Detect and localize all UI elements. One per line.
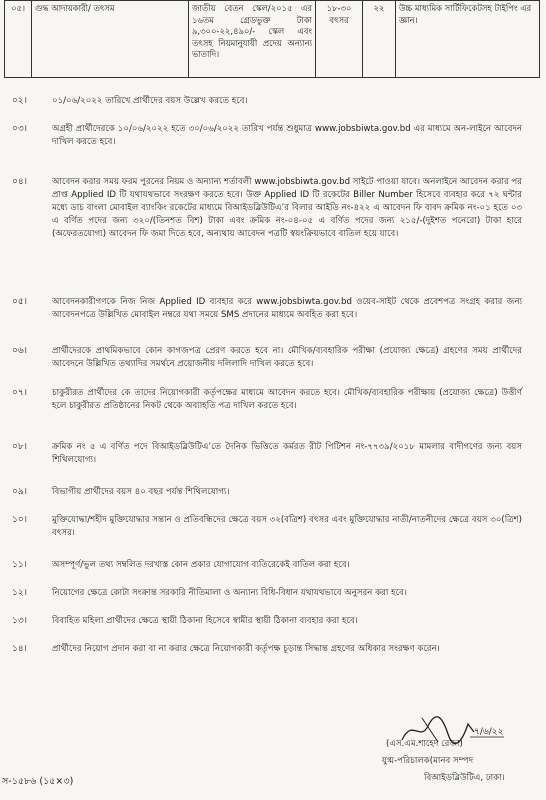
condition-number: ১১।	[12, 560, 27, 570]
condition-text: বিভাগীয় প্রার্থীদের বয়স ৪০ বছর পর্যন্ত শিথিলযোগ্য।	[52, 487, 230, 497]
condition-text: প্রার্থীদেরকে প্রাথমিকভাবে কোন কাগজপত্র প্রেরণ করতে হবে না। মৌখিক/ব্যবহারিক পরীক্ষা (প্রযোজ্য ক্ষেত্রে) গ্রহণের সময় প্রার্থীদের আবেদনে উল্লিখিত তথ্যাদির সমর্থনে প্রয়োজনীয় দলিলাদি দাখিল করতে হবে।	[52, 346, 522, 369]
condition-text: অগ্রহী প্রার্থীদেরকে ১০/০৬/২০২২ হতে ৩০/০৬/২০২২ তারিখ পর্যন্ত শুধুমাত্র www.jobsbiwta.gov.bd এর মাধ্যমে অন-লাইনে আবেদন দাখিল করতে হবে।	[52, 124, 522, 147]
pay-scale-cell: জাতীয় বেতন স্কেল/২০১৫ এর ১৬তম গ্রেডভুক্ত টাকা ৯,৩০০-২২,৪৯০/- স্কেল এবং তৎসহ নিয়মানুযায়ী প্রদেয় অন্যান্য ভাতাদি।	[189, 1, 316, 78]
condition-number: ০৫।	[12, 297, 27, 307]
signatory-name: (এস.এম.শাহেদ রেজা)	[386, 739, 463, 749]
reference-number: স-১৫৮৬ (১৫×৩)	[2, 776, 74, 787]
condition-number: ০২।	[12, 96, 27, 106]
age-limit-cell: ১৮-৩০ বৎসর	[316, 1, 363, 78]
condition-text: আবেদনকারীগণকে নিজ নিজ Applied ID ব্যবহার করে www.jobsbiwta.gov.bd ওয়েব-সাইট থেকে প্রবেশপত্র সংগ্রহ করার জন্য আবেদনপত্রে উল্লিখিত মোবাইল নম্বরে যথা সময়ে SMS প্রদানের মাধ্যমে অবহিত করা হবে।	[52, 297, 522, 320]
condition-text: চাকুরীরত প্রার্থীদের কে তাদের নিয়োগকারী কর্তৃপক্ষের মাধ্যমে আবেদন করতে হবে। মৌখিক/ব্যবহারিক পরীক্ষায় (প্রযোজ্য ক্ষেত্রে) উত্তীর্ণ হলে চাকুরীরত প্রতিষ্ঠানের নিকট থেকে অব্যাহতি পত্র দাখিল করতে হবে।	[52, 388, 522, 411]
condition-number: ০৬।	[12, 346, 27, 356]
serial-cell: ০৫।	[5, 1, 32, 78]
post-count-cell: ২২	[363, 1, 396, 78]
condition-number: ০৯।	[12, 487, 27, 497]
condition-number: ১৩।	[12, 616, 27, 626]
post-name-cell: গুদ্ধ আদায়কারী/ তৎসম	[32, 1, 189, 78]
signature-date: ৭/৬/২২	[474, 727, 504, 737]
condition-number: ০৮।	[12, 442, 27, 452]
condition-text: ০১/০৬/২০২২ তারিখে প্রার্থীদের বয়স উল্লেখ করতে হবে।	[52, 96, 248, 106]
condition-number: ১৪।	[12, 644, 27, 654]
condition-number: ০৩।	[12, 124, 27, 134]
condition-number: ০৭।	[12, 388, 27, 398]
condition-text: বিবাহিত মহিলা প্রার্থীদের ক্ষেত্রে স্থায়ী ঠিকানা হিসেবে স্বামীর স্থায়ী ঠিকানা ব্যবহার করা হবে।	[52, 616, 358, 626]
condition-text: নিয়োগের ক্ষেত্রে কোটা সংক্রান্ত সরকারি নীতিমালা ও অন্যান্য বিধি-বিধান যথাযথভাবে অনুসরন করা হবে।	[52, 588, 407, 598]
vacancy-table-row	[4, 0, 540, 78]
condition-text: মুক্তিযোদ্ধা/শহীদ মুক্তিযোদ্ধার সন্তান ও প্রতিবন্ধিদের ক্ষেত্রে বয়স ৩২(বত্রিশ) বৎসর এবং মুক্তিযোদ্ধার নাতী/নাতনীদের ক্ষেত্রে বয়স ৩০(ত্রিশ) বৎসর।	[52, 515, 522, 538]
qualification-cell: উচ্চ মাধ্যমিক সার্টিফিকেটসহ টাইপিং এর জ্ঞান।	[396, 1, 540, 78]
signatory-organization: বিআইডব্লিউটিএ, ঢাকা।	[424, 773, 505, 783]
condition-text: আবেদন করার সময় ফরম পুরনের নিয়ম ও অন্যান্য শর্তাবলী www.jobsbiwta.gov.bd সাইটে পাওয়া যাবে। অনলাইনে আবেদন করার পর প্রাপ্ত Applied ID টি যথাযথভাবে সংরক্ষণ করতে হবে। উক্ত Applied ID টি রকেটের Biller Number হিসেবে ব্যবহার করে ৭২ ঘন্টার মধ্যে ডাচ বাংলা মোবাইল ব্যাংকিং রকেটের মাধ্যমে বিআইডব্লিউটিএ’র বিলার আইডি নং-৪২২ এ আবেদন ফি বাবদ ক্রমিক নং-০১ হতে ০৩ এ বর্ণিত পদের জন্য ৩২০/(তিনশত বিশ) টাকা এবং ক্রমিক নং-০৪-০৫ এ বর্ণিত পদের জন্য ২১৫/-(দুইশত পনেরো) টাকা হারে (অফেরতযোগ্য) আবেদন ফি জমা দিতে হবে, অন্যথায় আবেদন পত্রটি স্বয়ংক্রিয়ভাবে বাতিল হয়ে যাবে।	[52, 177, 522, 239]
condition-text: প্রার্থীদের নিয়োগ প্রদান করা বা না করার ক্ষেত্রে নিয়োগকারী কর্তৃপক্ষ চূড়ান্ত সিদ্ধান্ত গ্রহণের অধিকার সংরক্ষণ করেন।	[52, 644, 440, 654]
condition-number: ১২।	[12, 588, 27, 598]
signatory-designation: যুগ্ম-পরিচালক(মানব সম্পদ	[382, 756, 474, 766]
condition-number: ১০।	[12, 515, 27, 525]
condition-number: ০৪।	[12, 177, 27, 187]
condition-text: অসম্পূর্ণ/ভুল তথ্য সম্বলিত দরখাস্ত কোন প্রকার যোগাযোগ ব্যতিরেকেই বাতিল করা হবে।	[52, 560, 350, 570]
condition-text: ক্রমিক নং ৫ এ বর্ণিত পদে বিআইডব্লিউটিএ’তে দৈনিক ভিত্তিতে কর্মরত রীট পিটিশন নং-৭৭৩৯/২০১৮ মামলার বাদীগণের জন্য বয়স শিথিলযোগ্য।	[52, 442, 522, 465]
